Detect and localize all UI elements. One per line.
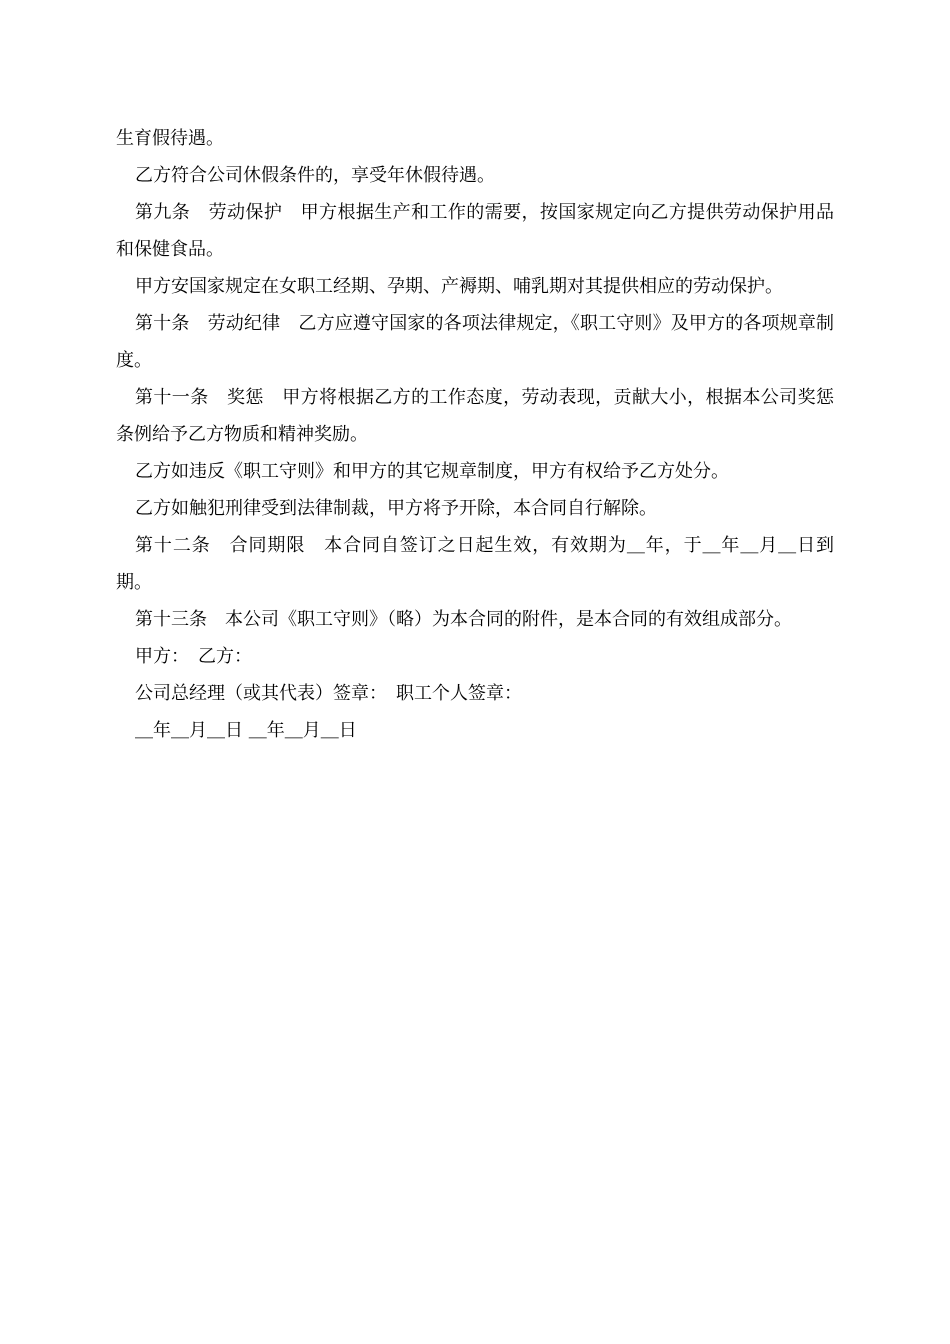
signature-stamps: 公司总经理（或其代表）签章： 职工个人签章： bbox=[135, 683, 522, 704]
paragraph-article-11-rewards: 第十一条 奖惩 甲方将根据乙方的工作态度，劳动表现，贡献大小，根据本公司奖惩条例给予乙方物质和精神奖励。 bbox=[116, 387, 834, 445]
paragraph-maternity-leave: 生育假待遇。 bbox=[116, 128, 224, 149]
paragraph-article-13-appendix: 第十三条 本公司《职工守则》（略）为本合同的附件，是本合同的有效组成部分。 bbox=[135, 609, 792, 630]
contract-body bbox=[116, 120, 834, 749]
paragraph-criminal-dismissal: 乙方如触犯刑律受到法律制裁，甲方将予开除，本合同自行解除。 bbox=[135, 498, 657, 519]
signature-dates: ＿年＿月＿日 ＿年＿月＿日 bbox=[135, 720, 357, 741]
paragraph-female-worker-protection: 甲方安国家规定在女职工经期、孕期、产褥期、哺乳期对其提供相应的劳动保护。 bbox=[135, 276, 783, 297]
paragraph-article-12-contract-term: 第十二条 合同期限 本合同自签订之日起生效，有效期为＿年，于＿年＿月＿日到期。 bbox=[116, 535, 834, 593]
paragraph-article-9-labor-protection: 第九条 劳动保护 甲方根据生产和工作的需要，按国家规定向乙方提供劳动保护用品和保健食品。 bbox=[116, 202, 834, 260]
signature-parties: 甲方： 乙方： bbox=[135, 646, 252, 667]
paragraph-violation-punishment: 乙方如违反《职工守则》和甲方的其它规章制度，甲方有权给予乙方处分。 bbox=[135, 461, 729, 482]
paragraph-annual-leave: 乙方符合公司休假条件的，享受年休假待遇。 bbox=[135, 165, 495, 186]
paragraph-article-10-labor-discipline: 第十条 劳动纪律 乙方应遵守国家的各项法律规定，《职工守则》及甲方的各项规章制度。 bbox=[116, 313, 834, 371]
